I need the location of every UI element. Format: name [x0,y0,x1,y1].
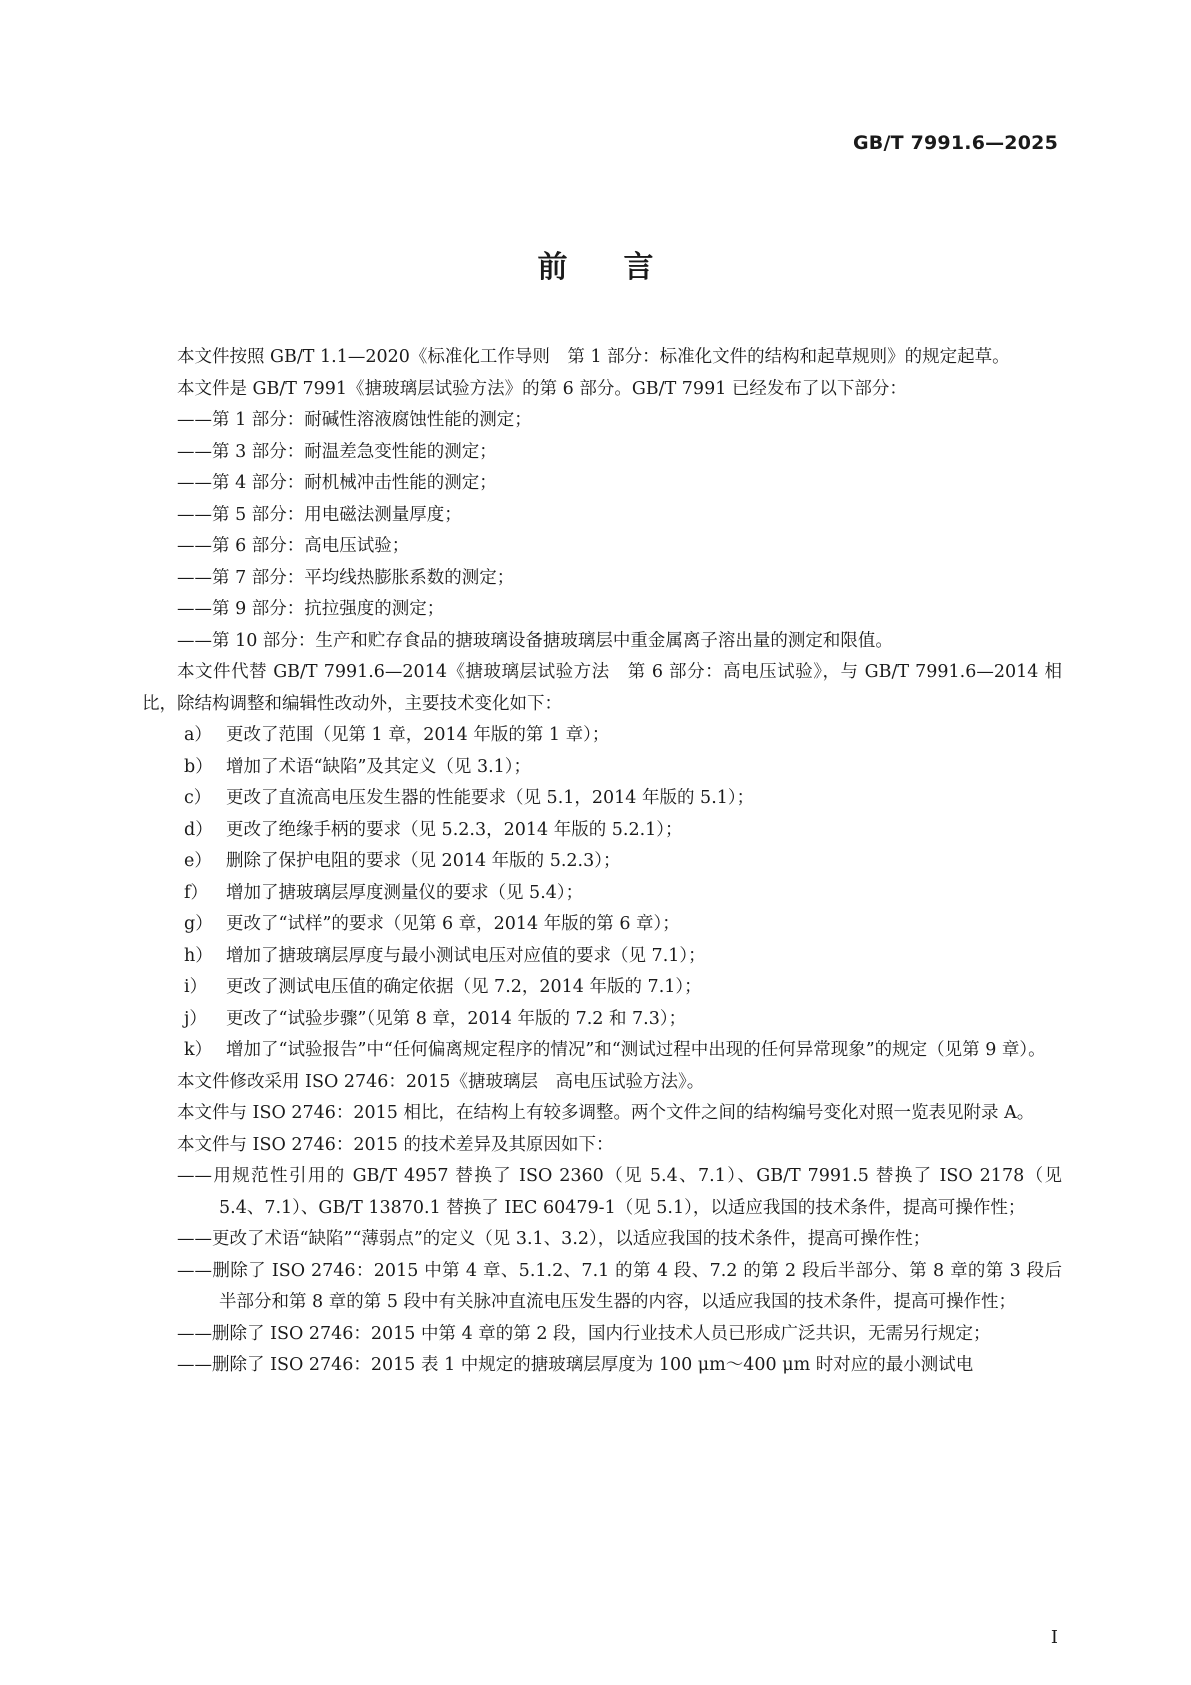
difference-list-item: ——删除了 ISO 2746：2015 表 1 中规定的搪玻璃层厚度为 100 μm～400 μm 时对应的最小测试电 [177,1355,974,1375]
change-list-item [142,846,1062,878]
difference-list-item: ——删除了 ISO 2746：2015 中第 4 章、5.1.2、7.1 的第 4 段、7.2 的第 2 段后半部分、第 8 章的第 3 段后半部分和第 8 章的第 5 段中有关脉冲直流电压发生器的内容，以适应我国的技术条件，提高可操作性； [177,1260,1062,1312]
change-list-item [142,972,1062,1004]
list-marker: f） [184,882,208,903]
difference-list-item: ——更改了术语“缺陷”“薄弱点”的定义（见 3.1、3.2），以适应我国的技术条件，提高可操作性； [177,1229,931,1249]
change-list-item [142,1004,1062,1036]
document-body [142,342,1062,1382]
change-list-item [142,815,1062,847]
paragraph: 本文件代替 GB/T 7991.6—2014《搪玻璃层试验方法 第 6 部分：高电压试验》，与 GB/T 7991.6—2014 相比，除结构调整和编辑性改动外，主要技术变化如下： [142,662,1062,714]
change-list-item [142,1035,1062,1067]
part-list-item: ——第 1 部分：耐碱性溶液腐蚀性能的测定； [177,410,532,430]
list-text: 增加了搪玻璃层厚度与最小测试电压对应值的要求（见 7.1）； [226,945,706,966]
list-marker: b） [184,756,213,777]
change-list-item [142,752,1062,784]
page-number: I [1050,1627,1058,1648]
difference-list-item: ——用规范性引用的 GB/T 4957 替换了 ISO 2360（见 5.4、7.1）、GB/T 7991.5 替换了 ISO 2178（见 5.4、7.1）、GB/T 13870.1 替换了 IEC 60479-1（见 5.1），以适应我国的技术条件，提高可操作性； [177,1166,1062,1218]
difference-list-item: ——删除了 ISO 2746：2015 中第 4 章的第 2 段，国内行业技术人员已形成广泛共识，无需另行规定； [177,1323,991,1344]
part-list-item: ——第 7 部分：平均线热膨胀系数的测定； [177,567,515,588]
list-text: 更改了“试验步骤”（见第 8 章，2014 年版的 7.2 和 7.3）； [226,1008,687,1029]
standard-code: GB/T 7991.6—2025 [853,132,1058,154]
list-text: 更改了“试样”的要求（见第 6 章，2014 年版的第 6 章）； [226,914,680,934]
list-text: 增加了搪玻璃层厚度测量仪的要求（见 5.4）； [226,882,584,903]
list-marker: e） [184,851,212,871]
change-list-item [142,720,1062,752]
paragraph: 本文件与 ISO 2746：2015 的技术差异及其原因如下： [177,1134,614,1155]
change-list-item [142,941,1062,973]
paragraph: 本文件与 ISO 2746：2015 相比，在结构上有较多调整。两个文件之间的结构编号变化对照一览表见附录 A。 [177,1103,1035,1123]
list-marker: j） [184,1008,207,1029]
part-list-item: ——第 5 部分：用电磁法测量厚度； [177,504,462,525]
part-list-item: ——第 9 部分：抗拉强度的测定； [177,599,445,619]
paragraph: 本文件按照 GB/T 1.1—2020《标准化工作导则 第 1 部分：标准化文件的结构和起草规则》的规定起草。 [177,347,1010,367]
list-text: 更改了直流高电压发生器的性能要求（见 5.1，2014 年版的 5.1）； [226,788,755,808]
list-marker: k） [184,1040,213,1060]
list-text: 更改了测试电压值的确定依据（见 7.2，2014 年版的 7.1）； [226,977,702,997]
part-list-item: ——第 10 部分：生产和贮存食品的搪玻璃设备搪玻璃层中重金属离子溶出量的测定和限值。 [177,630,893,651]
list-marker: d） [184,819,213,840]
list-marker: g） [184,914,213,934]
list-text: 更改了范围（见第 1 章，2014 年版的第 1 章）； [226,725,610,745]
change-list-item [142,878,1062,910]
list-marker: a） [184,725,212,745]
list-text: 增加了“试验报告”中“任何偏离规定程序的情况”和“测试过程中出现的任何异常现象”的规定（见第 9 章）。 [226,1040,1046,1060]
page-title: 前言 [537,250,710,285]
list-marker: h） [184,945,213,966]
list-marker: c） [184,788,212,808]
list-text: 更改了绝缘手柄的要求（见 5.2.3，2014 年版的 5.2.1）； [226,819,683,840]
list-marker: i） [184,977,208,997]
part-list-item: ——第 4 部分：耐机械冲击性能的测定； [177,473,497,493]
change-list-item [142,783,1062,815]
change-list-item [142,909,1062,941]
list-text: 删除了保护电阻的要求（见 2014 年版的 5.2.3）； [226,851,621,871]
list-text: 增加了术语“缺陷”及其定义（见 3.1）； [226,756,532,777]
part-list-item: ——第 6 部分：高电压试验； [177,536,410,556]
paragraph: 本文件是 GB/T 7991《搪玻璃层试验方法》的第 6 部分。GB/T 7991 已经发布了以下部分： [177,378,907,399]
part-list-item: ——第 3 部分：耐温差急变性能的测定； [177,441,497,462]
paragraph: 本文件修改采用 ISO 2746：2015《搪玻璃层 高电压试验方法》。 [177,1071,705,1092]
